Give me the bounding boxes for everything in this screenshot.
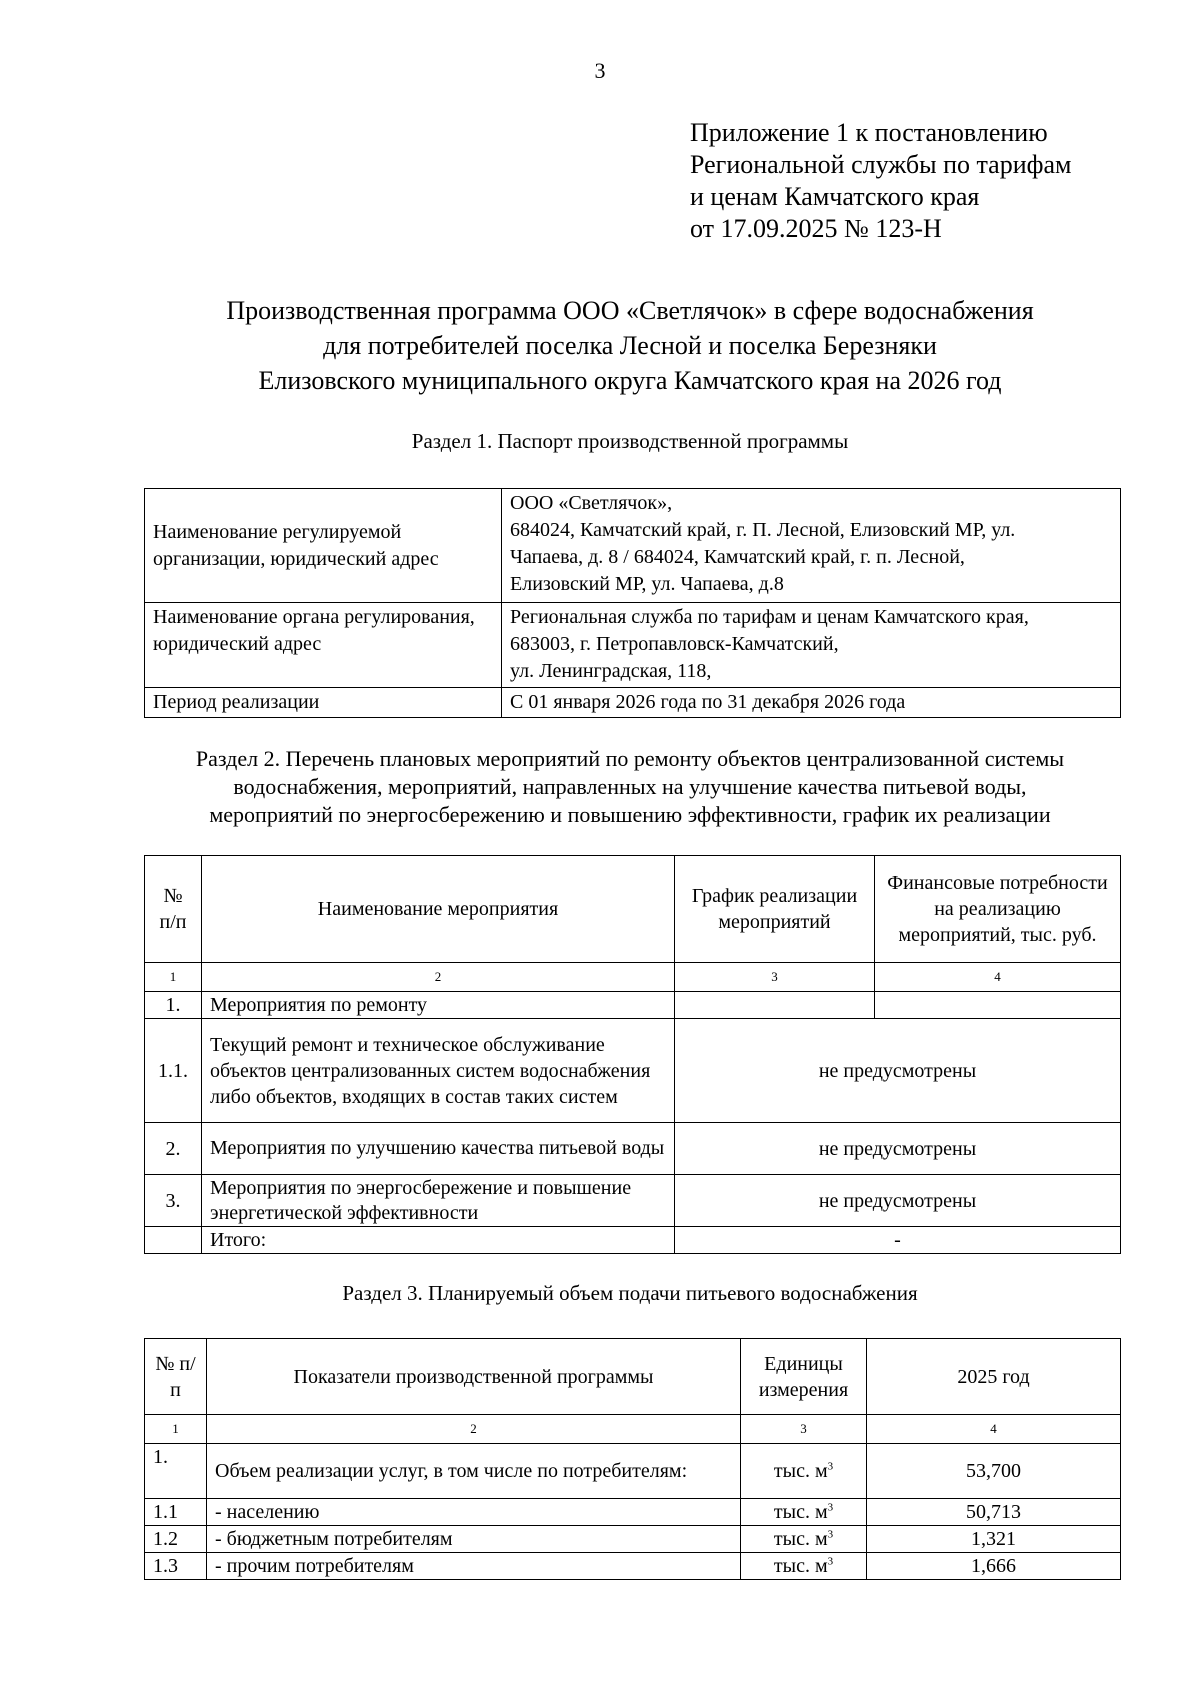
- row-value: не предусмотрены: [675, 1019, 1121, 1123]
- value-line: Региональная служба по тарифам и ценам Камчатского края,: [510, 606, 1029, 628]
- heading-line: Раздел 2. Перечень плановых мероприятий по ремонту объектов централизованной системы: [195, 746, 1065, 771]
- column-number: 4: [867, 1415, 1121, 1444]
- row-schedule: [675, 992, 875, 1019]
- appendix-reference: [690, 117, 1071, 245]
- table-row: [145, 489, 1121, 603]
- heading-line: мероприятий по энергосбережению и повышению эффективности, график их реализации: [209, 802, 1051, 827]
- row-name: Мероприятия по улучшению качества питьевой воды: [202, 1123, 675, 1175]
- row-name: - населению: [207, 1499, 741, 1526]
- table-row: [145, 1499, 1121, 1526]
- page-number: 3: [594, 58, 606, 83]
- value-line: Чапаева, д. 8 / 684024, Камчатский край, г. п. Лесной,: [510, 546, 965, 568]
- passport-label: Период реализации: [145, 688, 502, 718]
- table-row: [145, 603, 1121, 688]
- header-row: [145, 856, 1121, 963]
- row-num: 2.: [145, 1123, 202, 1175]
- row-value: 1,666: [867, 1553, 1121, 1580]
- table-row: [145, 992, 1121, 1019]
- unit-text: тыс. м: [773, 1555, 828, 1577]
- row-value: не предусмотрены: [675, 1175, 1121, 1227]
- row-num: 1.3: [145, 1553, 207, 1580]
- row-num: [145, 1227, 202, 1254]
- total-value: -: [675, 1227, 1121, 1254]
- header-name: Наименование мероприятия: [202, 856, 675, 963]
- row-unit: [741, 1499, 867, 1526]
- appendix-line: и ценам Камчатского края: [690, 182, 980, 211]
- table-row: [145, 1175, 1121, 1227]
- row-name: Текущий ремонт и техническое обслуживание объектов централизованных систем водоснабжения либо объектов, входящих в состав таких систем: [202, 1019, 675, 1123]
- value-line: ул. Ленинградская, 118,: [510, 660, 712, 682]
- row-finance: [875, 992, 1121, 1019]
- passport-value: [502, 603, 1121, 688]
- unit-exponent: 3: [827, 1555, 834, 1568]
- row-num: 1.: [145, 1444, 207, 1499]
- section1-heading: Раздел 1. Паспорт производственной программы: [411, 429, 849, 453]
- value-line: 683003, г. Петропавловск-Камчатский,: [510, 633, 839, 655]
- column-number: 2: [202, 963, 675, 992]
- row-name: - бюджетным потребителям: [207, 1526, 741, 1553]
- row-unit: [741, 1553, 867, 1580]
- title-line: для потребителей поселка Лесной и поселка Березняки: [323, 331, 937, 360]
- row-name: Мероприятия по ремонту: [202, 992, 675, 1019]
- passport-value: [502, 489, 1121, 603]
- header-finance: Финансовые потребности на реализацию мероприятий, тыс. руб.: [875, 856, 1121, 963]
- title-line: Производственная программа ООО «Светлячок» в сфере водоснабжения: [226, 296, 1034, 325]
- passport-label: Наименование органа регулирования, юридический адрес: [145, 603, 502, 688]
- table-row: [145, 1526, 1121, 1553]
- column-number: 1: [145, 1415, 207, 1444]
- row-name: Объем реализации услуг, в том числе по потребителям:: [207, 1444, 741, 1499]
- total-row: [145, 1227, 1121, 1254]
- appendix-line: Приложение 1 к постановлению: [690, 118, 1048, 147]
- header-unit: Единицы измерения: [741, 1339, 867, 1415]
- value-line: Елизовский МР, ул. Чапаева, д.8: [510, 573, 784, 595]
- table-row: [145, 1553, 1121, 1580]
- unit-exponent: 3: [827, 1501, 834, 1514]
- header-num: № п/п: [145, 856, 202, 963]
- row-name: Мероприятия по энергосбережение и повышение энергетической эффективности: [202, 1175, 675, 1227]
- value-line: 684024, Камчатский край, г. П. Лесной, Елизовский МР, ул.: [510, 519, 1016, 541]
- table-row: [145, 1123, 1121, 1175]
- header-row: [145, 1339, 1121, 1415]
- passport-table: [144, 488, 1121, 718]
- unit-text: тыс. м: [773, 1501, 828, 1523]
- row-num: 1.: [145, 992, 202, 1019]
- row-num: 1.1: [145, 1499, 207, 1526]
- unit-text: тыс. м: [773, 1528, 828, 1550]
- title-line: Елизовского муниципального округа Камчатского края на 2026 год: [258, 366, 1002, 395]
- row-value: не предусмотрены: [675, 1123, 1121, 1175]
- appendix-line: Региональной службы по тарифам: [690, 150, 1072, 179]
- value-line: С 01 января 2026 года по 31 декабря 2026 года: [510, 691, 906, 713]
- total-label: Итого:: [202, 1227, 675, 1254]
- column-number: 3: [675, 963, 875, 992]
- table-row: [145, 688, 1121, 718]
- header-year: 2025 год: [867, 1339, 1121, 1415]
- unit-text: тыс. м: [773, 1460, 828, 1482]
- appendix-line: от 17.09.2025 № 123-Н: [690, 214, 942, 243]
- row-value: 53,700: [867, 1444, 1121, 1499]
- row-unit: [741, 1444, 867, 1499]
- row-num: 1.1.: [145, 1019, 202, 1123]
- row-num: 3.: [145, 1175, 202, 1227]
- row-name: - прочим потребителям: [207, 1553, 741, 1580]
- passport-value: [502, 688, 1121, 718]
- volume-table: [144, 1338, 1121, 1580]
- header-num: № п/п: [145, 1339, 207, 1415]
- document-title: [0, 293, 1200, 398]
- table-row: [145, 1019, 1121, 1123]
- section3-heading: Раздел 3. Планируемый объем подачи питьевого водоснабжения: [342, 1281, 918, 1305]
- column-number: 4: [875, 963, 1121, 992]
- value-line: ООО «Светлячок»,: [510, 492, 673, 514]
- row-value: 1,321: [867, 1526, 1121, 1553]
- table-row: [145, 1444, 1121, 1499]
- header-indicator: Показатели производственной программы: [207, 1339, 741, 1415]
- row-num: 1.2: [145, 1526, 207, 1553]
- passport-label: Наименование регулируемой организации, юридический адрес: [145, 489, 502, 603]
- column-number: 2: [207, 1415, 741, 1444]
- events-table: [144, 855, 1121, 1254]
- heading-line: водоснабжения, мероприятий, направленных на улучшение качества питьевой воды,: [233, 774, 1027, 799]
- unit-exponent: 3: [827, 1528, 834, 1541]
- column-number-row: [145, 1415, 1121, 1444]
- column-number: 1: [145, 963, 202, 992]
- column-number: 3: [741, 1415, 867, 1444]
- row-unit: [741, 1526, 867, 1553]
- header-schedule: График реализации мероприятий: [675, 856, 875, 963]
- column-number-row: [145, 963, 1121, 992]
- unit-exponent: 3: [827, 1460, 834, 1473]
- section2-heading: [0, 745, 1200, 829]
- row-value: 50,713: [867, 1499, 1121, 1526]
